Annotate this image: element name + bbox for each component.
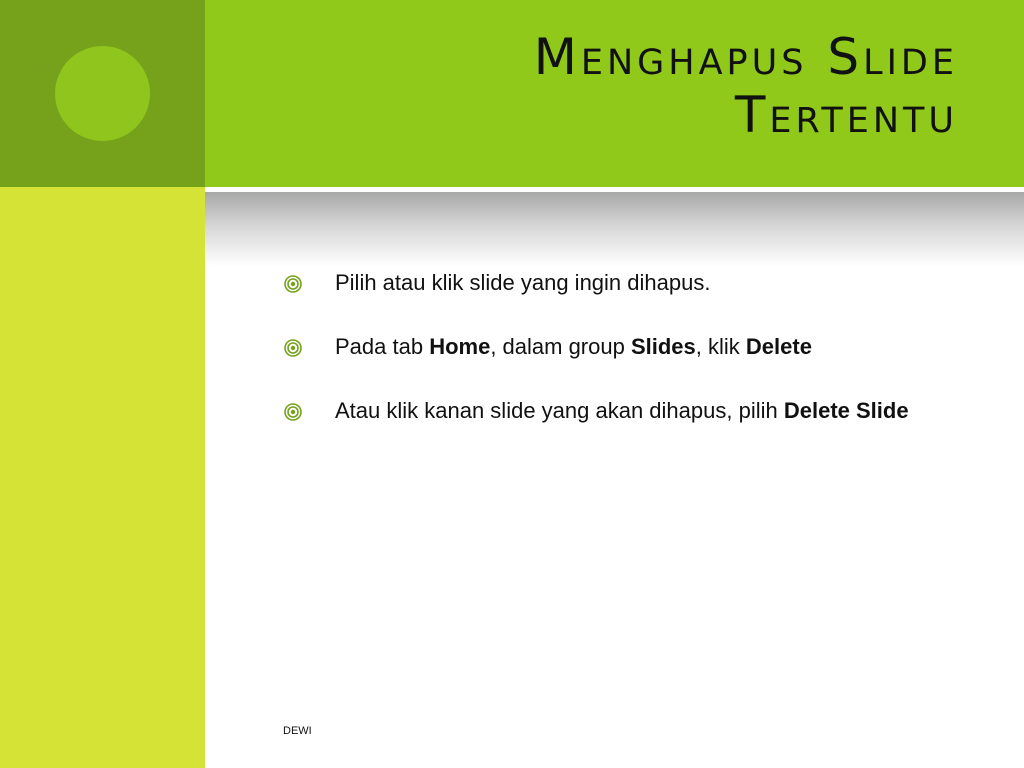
bullet-text-bold: Delete xyxy=(745,334,812,359)
concentric-circle-icon xyxy=(284,403,302,421)
bullet-text: Atau klik kanan slide yang akan dihapus, pilih xyxy=(335,398,784,423)
bullet-text-bold: Slides xyxy=(630,334,696,359)
footer-text: DEWI xyxy=(283,725,312,737)
bullet-text: Pilih atau klik slide yang ingin dihapus. xyxy=(335,270,711,295)
concentric-circle-icon xyxy=(284,339,302,357)
bullet-item xyxy=(284,392,962,430)
title-line-1: Menghapus Slide xyxy=(533,28,958,86)
decorative-circle xyxy=(55,46,150,141)
bullet-item xyxy=(284,328,962,366)
bullet-list xyxy=(284,264,962,456)
concentric-circle-icon xyxy=(284,275,302,293)
shadow-band xyxy=(205,192,1024,267)
bullet-text: Pada tab xyxy=(335,334,430,359)
bullet-text: , dalam group xyxy=(490,334,631,359)
bullet-item xyxy=(284,264,962,302)
slide-title xyxy=(534,28,958,144)
left-sidebar-panel xyxy=(0,187,205,768)
bullet-text-bold: Delete Slide xyxy=(783,398,909,423)
left-top-panel xyxy=(0,0,205,187)
bullet-text: , klik xyxy=(695,334,746,359)
title-line-2: Tertentu xyxy=(734,86,958,144)
bullet-text-bold: Home xyxy=(429,334,491,359)
